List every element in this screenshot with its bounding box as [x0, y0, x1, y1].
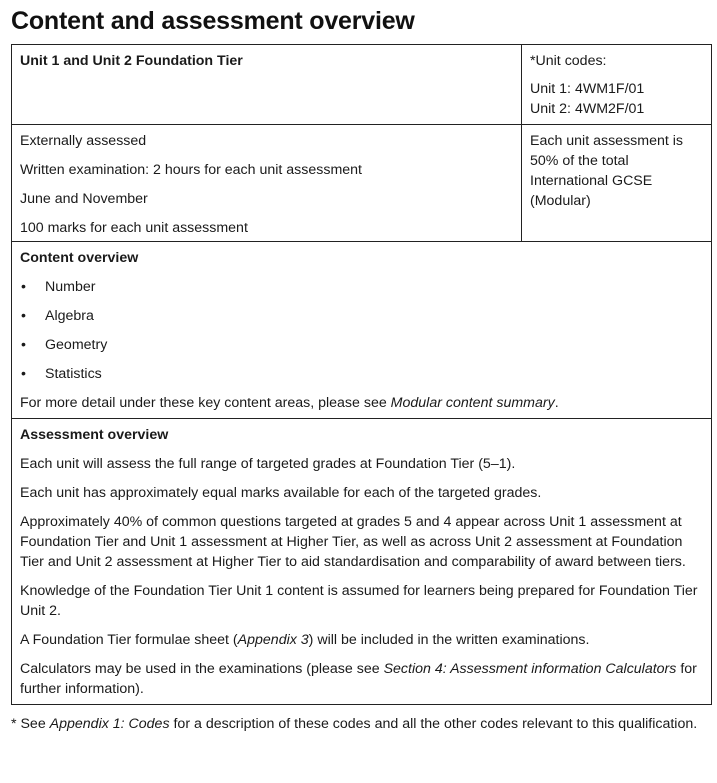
- weighting-text: Each unit assessment is 50% of the total International GCSE (Modular): [530, 133, 683, 209]
- tier-heading: Unit 1 and Unit 2 Foundation Tier: [20, 53, 243, 69]
- assessment-para-1: Each unit will assess the full range of targeted grades at Foundation Tier (5–1).: [20, 456, 516, 472]
- assessment-overview-row: [12, 419, 712, 705]
- overview-table: [11, 44, 712, 705]
- unit-code-2: Unit 2: 4WM2F/01: [530, 101, 645, 117]
- assessment-overview-heading: Assessment overview: [20, 427, 169, 443]
- content-more-detail: [20, 393, 703, 413]
- more-detail-suffix: .: [554, 395, 559, 411]
- weighting-cell: [522, 125, 712, 242]
- content-area-list: [20, 277, 703, 384]
- content-overview-heading: Content overview: [20, 250, 139, 266]
- para-5-suffix: ) will be included in the written examinations.: [308, 632, 590, 648]
- assessment-para-3: Approximately 40% of common questions targeted at grades 5 and 4 appear across Unit 1 assessment at Foundation Tier and Unit 1 assessment at Higher Tier, as well as across Unit 2 assessment at Foundation Tier and Unit 2 assessment at Higher Tier to aid standardisation and comparability of award between tiers.: [20, 514, 686, 570]
- footnote-prefix: * See: [11, 716, 50, 732]
- details-cell: [12, 125, 522, 242]
- assessment-overview-cell: [12, 419, 712, 705]
- page-title: Content and assessment overview: [11, 7, 415, 35]
- detail-line-3: June and November: [20, 191, 148, 207]
- tier-cell: [12, 45, 522, 125]
- unit-code-1: Unit 1: 4WM1F/01: [530, 81, 645, 97]
- detail-line-4: 100 marks for each unit assessment: [20, 220, 248, 236]
- modular-content-summary-ref: Modular content summary: [390, 395, 555, 411]
- section-4-ref: Section 4: Assessment information Calculators: [383, 661, 677, 677]
- para-6-prefix: Calculators may be used in the examinations (please see: [20, 661, 384, 677]
- footnote-suffix: for a description of these codes and all the other codes relevant to this qualification.: [169, 716, 698, 732]
- content-overview-row: [12, 242, 712, 419]
- assessment-para-4: Knowledge of the Foundation Tier Unit 1 content is assumed for learners being prepared for Foundation Tier Unit 2.: [20, 583, 698, 619]
- para-5-prefix: A Foundation Tier formulae sheet (: [20, 632, 238, 648]
- assessment-para-6: [20, 659, 703, 699]
- unit-codes-label: *Unit codes:: [530, 53, 607, 69]
- details-row: [12, 125, 712, 242]
- assessment-para-5: [20, 630, 703, 650]
- unit-codes-cell: [522, 45, 712, 125]
- header-row: [12, 45, 712, 125]
- list-item: • Algebra: [20, 306, 703, 326]
- footnote: [11, 714, 701, 734]
- content-overview-cell: [12, 242, 712, 419]
- appendix-1-ref: Appendix 1: Codes: [49, 716, 170, 732]
- list-item: • Number: [20, 277, 703, 297]
- list-item: • Geometry: [20, 335, 703, 355]
- list-item: • Statistics: [20, 364, 703, 384]
- detail-line-2: Written examination: 2 hours for each unit assessment: [20, 162, 362, 178]
- detail-line-1: Externally assessed: [20, 133, 147, 149]
- appendix-3-ref: Appendix 3: [237, 632, 309, 648]
- assessment-para-2: Each unit has approximately equal marks available for each of the targeted grades.: [20, 485, 542, 501]
- para-6-suffix: for further information).: [20, 661, 697, 697]
- more-detail-prefix: For more detail under these key content areas, please see: [20, 395, 391, 411]
